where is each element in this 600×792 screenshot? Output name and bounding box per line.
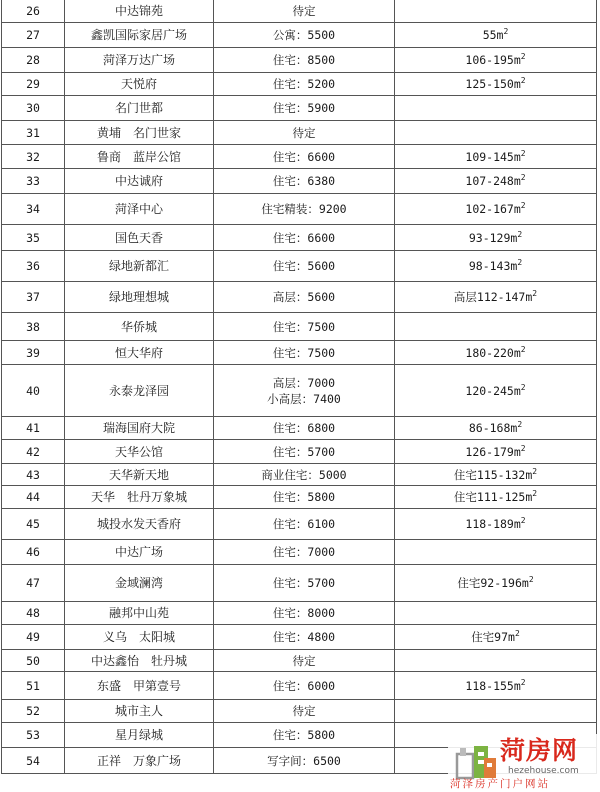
row-number: 32 — [2, 145, 65, 169]
area-text: 93-129m — [468, 230, 518, 245]
table-row — [2, 464, 597, 486]
area-text: 125-150m — [465, 77, 521, 91]
project-name: 星月绿城 — [65, 723, 214, 748]
row-number: 41 — [2, 417, 65, 440]
project-price: 待定 — [214, 700, 395, 723]
row-number: 46 — [2, 540, 65, 565]
area-value — [471, 630, 520, 644]
project-area — [395, 225, 597, 251]
area-value — [465, 174, 525, 188]
project-price: 住宅：6600 — [214, 145, 395, 169]
row-number: 34 — [2, 194, 65, 225]
project-name: 东盛 甲第壹号 — [65, 672, 214, 700]
project-area — [395, 486, 597, 509]
area-value — [483, 28, 509, 42]
row-number: 31 — [2, 121, 65, 145]
project-area — [395, 700, 597, 723]
row-number: 39 — [2, 341, 65, 365]
project-area — [395, 23, 597, 48]
project-name: 天华公馆 — [65, 440, 214, 464]
project-area — [395, 0, 597, 23]
row-number: 52 — [2, 700, 65, 723]
table-row — [2, 625, 597, 650]
area-unit-superscript: 2 — [532, 289, 538, 298]
house-logo-icon — [454, 740, 498, 780]
project-price: 住宅：5800 — [214, 486, 395, 509]
area-value — [465, 53, 525, 67]
project-price: 住宅：7500 — [214, 341, 395, 365]
area-unit-superscript: 2 — [520, 382, 526, 392]
row-number: 45 — [2, 509, 65, 540]
area-text: 180-220m — [465, 345, 521, 360]
area-text: 98-143m — [468, 259, 518, 273]
area-unit-superscript: 2 — [520, 677, 526, 687]
project-price: 住宅：8000 — [214, 602, 395, 625]
row-number: 54 — [2, 748, 65, 774]
area-unit-superscript: 2 — [517, 229, 523, 239]
project-price: 住宅：5700 — [214, 440, 395, 464]
area-text: 高层112-147m — [453, 290, 533, 304]
area-value — [454, 468, 537, 482]
project-name: 绿地理想城 — [65, 282, 214, 313]
table-row — [2, 0, 597, 23]
price-line: 小高层：7400 — [267, 391, 341, 406]
project-name: 义乌 太阳城 — [65, 625, 214, 650]
area-unit-superscript: 2 — [520, 443, 526, 453]
project-area — [395, 565, 597, 602]
row-number: 49 — [2, 625, 65, 650]
project-area — [395, 509, 597, 540]
table-row — [2, 48, 597, 73]
watermark-brand: 菏房网 — [500, 736, 579, 765]
table-row — [2, 313, 597, 341]
area-value — [454, 490, 537, 504]
project-name: 城投水发天香府 — [65, 509, 214, 540]
area-unit-superscript: 2 — [517, 420, 523, 429]
area-text: 109-145m — [465, 149, 521, 164]
area-unit-superscript: 2 — [520, 52, 526, 61]
table-body — [2, 0, 597, 774]
table-row — [2, 365, 597, 417]
area-unit-superscript: 2 — [520, 76, 526, 85]
table-row — [2, 440, 597, 464]
area-unit-superscript: 2 — [532, 466, 538, 476]
area-unit-superscript: 2 — [520, 516, 526, 525]
project-area — [395, 121, 597, 145]
project-area — [395, 540, 597, 565]
table-row — [2, 672, 597, 700]
table-row — [2, 251, 597, 282]
project-area — [395, 464, 597, 486]
area-value — [465, 384, 525, 398]
row-number: 48 — [2, 602, 65, 625]
project-price: 住宅精装：9200 — [214, 194, 395, 225]
row-number: 42 — [2, 440, 65, 464]
table-row — [2, 417, 597, 440]
table-row — [2, 282, 597, 313]
project-name: 鑫凯国际家居广场 — [65, 23, 214, 48]
project-name: 金域澜湾 — [65, 565, 214, 602]
area-text: 住宅111-125m — [453, 490, 533, 504]
area-value — [469, 421, 522, 435]
project-area — [395, 73, 597, 96]
area-unit-superscript: 2 — [532, 489, 538, 498]
area-text: 106-195m — [465, 53, 521, 67]
project-price: 待定 — [214, 650, 395, 672]
row-number: 37 — [2, 282, 65, 313]
project-area — [395, 194, 597, 225]
area-value — [469, 231, 522, 245]
table-row — [2, 540, 597, 565]
area-text: 住宅97m — [471, 630, 515, 644]
project-price: 公寓：5500 — [214, 23, 395, 48]
project-price: 住宅：7500 — [214, 313, 395, 341]
project-area — [395, 365, 597, 417]
project-price — [214, 365, 395, 417]
project-area — [395, 145, 597, 169]
project-price: 待定 — [214, 121, 395, 145]
row-number: 28 — [2, 48, 65, 73]
table-row — [2, 602, 597, 625]
area-value — [469, 259, 522, 273]
row-number: 33 — [2, 169, 65, 194]
project-area — [395, 341, 597, 365]
project-name: 鲁商 蓝岸公馆 — [65, 145, 214, 169]
row-number: 26 — [2, 0, 65, 23]
project-price: 住宅：5700 — [214, 565, 395, 602]
project-name: 名门世都 — [65, 96, 214, 121]
area-value — [465, 679, 525, 693]
row-number: 30 — [2, 96, 65, 121]
area-text: 107-248m — [465, 174, 521, 188]
area-value — [465, 445, 525, 459]
table-row — [2, 145, 597, 169]
area-unit-superscript: 2 — [520, 201, 526, 210]
area-text: 86-168m — [468, 421, 518, 435]
area-text: 126-179m — [465, 444, 521, 459]
project-name: 中达广场 — [65, 540, 214, 565]
row-number: 47 — [2, 565, 65, 602]
project-area — [395, 48, 597, 73]
area-text: 118-155m — [465, 678, 521, 693]
project-name: 天悦府 — [65, 73, 214, 96]
project-name: 恒大华府 — [65, 341, 214, 365]
table-row — [2, 341, 597, 365]
project-price: 住宅：6380 — [214, 169, 395, 194]
area-unit-superscript: 2 — [514, 629, 520, 638]
project-price: 住宅：5600 — [214, 251, 395, 282]
project-name: 融邦中山苑 — [65, 602, 214, 625]
table-row — [2, 23, 597, 48]
project-name: 正祥 万象广场 — [65, 748, 214, 774]
project-name: 中达鑫怡 牡丹城 — [65, 650, 214, 672]
project-price: 写字间：6500 — [214, 748, 395, 774]
project-name: 菏泽万达广场 — [65, 48, 214, 73]
area-value — [454, 290, 537, 304]
project-price: 商业住宅：5000 — [214, 464, 395, 486]
table-row — [2, 650, 597, 672]
area-unit-superscript: 2 — [520, 344, 526, 354]
project-area — [395, 440, 597, 464]
site-watermark — [448, 734, 600, 792]
project-name: 绿地新都汇 — [65, 251, 214, 282]
table-row — [2, 565, 597, 602]
area-text: 55m — [482, 28, 504, 42]
row-number: 29 — [2, 73, 65, 96]
table-row — [2, 486, 597, 509]
area-value — [465, 346, 525, 360]
project-name: 华侨城 — [65, 313, 214, 341]
area-text: 118-189m — [465, 517, 521, 531]
area-value — [457, 576, 533, 590]
row-number: 35 — [2, 225, 65, 251]
project-price: 住宅：8500 — [214, 48, 395, 73]
project-price: 高层：5600 — [214, 282, 395, 313]
project-name: 中达锦苑 — [65, 0, 214, 23]
project-area — [395, 282, 597, 313]
area-unit-superscript: 2 — [520, 173, 526, 182]
area-value — [465, 77, 525, 91]
table-row — [2, 169, 597, 194]
project-name: 天华 牡丹万象城 — [65, 486, 214, 509]
area-unit-superscript: 2 — [528, 575, 534, 584]
row-number: 43 — [2, 464, 65, 486]
project-area — [395, 672, 597, 700]
area-text: 120-245m — [465, 383, 521, 398]
area-unit-superscript: 2 — [517, 258, 523, 267]
price-line: 高层：7000 — [272, 375, 336, 390]
project-name: 国色天香 — [65, 225, 214, 251]
project-price: 待定 — [214, 0, 395, 23]
project-price: 住宅：5900 — [214, 96, 395, 121]
row-number: 38 — [2, 313, 65, 341]
project-price: 住宅：6100 — [214, 509, 395, 540]
row-number: 44 — [2, 486, 65, 509]
table-row — [2, 194, 597, 225]
project-price: 住宅：4800 — [214, 625, 395, 650]
project-price: 住宅：5200 — [214, 73, 395, 96]
area-unit-superscript: 2 — [520, 148, 526, 158]
area-value — [465, 202, 525, 216]
row-number: 53 — [2, 723, 65, 748]
project-price: 住宅：7000 — [214, 540, 395, 565]
project-name: 中达诚府 — [65, 169, 214, 194]
row-number: 50 — [2, 650, 65, 672]
project-area — [395, 169, 597, 194]
area-text: 住宅92-196m — [457, 576, 529, 590]
area-text: 住宅115-132m — [453, 467, 533, 482]
project-area — [395, 313, 597, 341]
row-number: 27 — [2, 23, 65, 48]
project-name: 天华新天地 — [65, 464, 214, 486]
project-name: 菏泽中心 — [65, 194, 214, 225]
table-row — [2, 700, 597, 723]
project-area — [395, 251, 597, 282]
area-text: 102-167m — [465, 202, 521, 216]
project-name: 瑞海国府大院 — [65, 417, 214, 440]
table-row — [2, 509, 597, 540]
table-row — [2, 225, 597, 251]
project-area — [395, 650, 597, 672]
area-value — [465, 150, 525, 164]
project-price: 住宅：5800 — [214, 723, 395, 748]
row-number: 36 — [2, 251, 65, 282]
table-row — [2, 73, 597, 96]
project-price: 住宅：6600 — [214, 225, 395, 251]
project-name: 永泰龙泽园 — [65, 365, 214, 417]
project-area — [395, 96, 597, 121]
table-row — [2, 121, 597, 145]
row-number: 51 — [2, 672, 65, 700]
watermark-slogan: 菏泽房产门户网站 — [450, 778, 550, 790]
project-price: 住宅：6000 — [214, 672, 395, 700]
area-unit-superscript: 2 — [503, 27, 509, 36]
project-name: 黄埔 名门世家 — [65, 121, 214, 145]
project-price: 住宅：6800 — [214, 417, 395, 440]
project-area — [395, 625, 597, 650]
project-name: 城市主人 — [65, 700, 214, 723]
row-number: 40 — [2, 365, 65, 417]
project-area — [395, 602, 597, 625]
table-row — [2, 96, 597, 121]
area-value — [465, 517, 525, 531]
project-price-table — [1, 0, 597, 774]
watermark-domain: hezehouse.com — [508, 766, 579, 776]
project-area — [395, 417, 597, 440]
